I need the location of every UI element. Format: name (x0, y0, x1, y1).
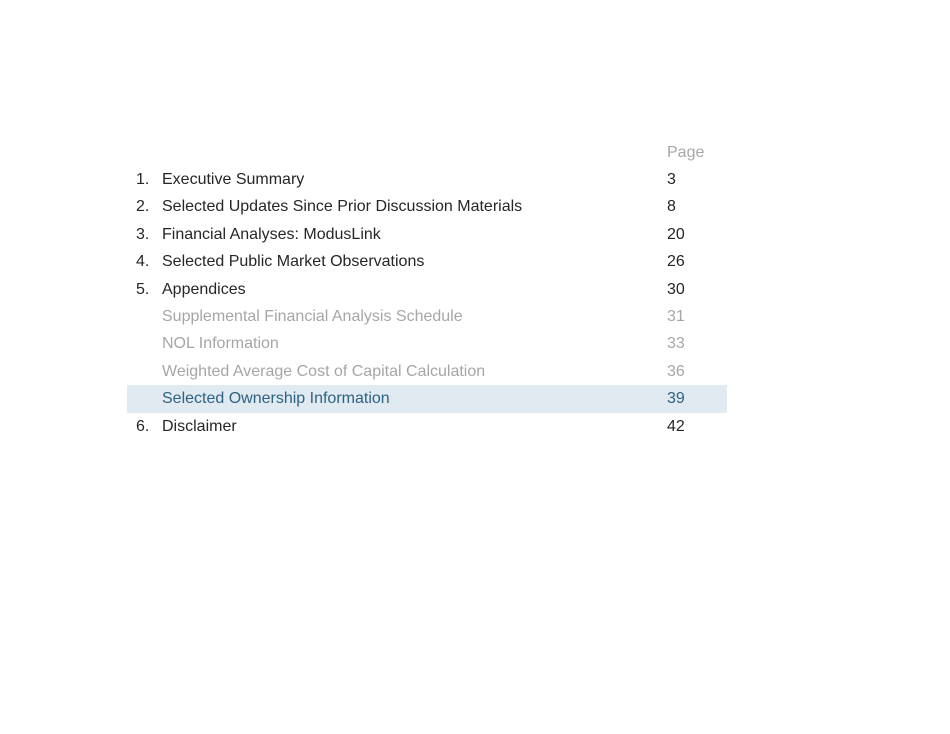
toc-item-executive-summary[interactable] (127, 166, 727, 193)
toc-item-page: 33 (667, 335, 685, 353)
toc-item-page: 26 (667, 253, 685, 271)
page-column-header (127, 139, 727, 166)
toc-item-label: Executive Summary (162, 171, 305, 188)
page-header-label: Page (667, 144, 705, 161)
toc-item-number: 3. (136, 225, 150, 243)
toc-item-label: Financial Analyses: ModusLink (162, 225, 381, 243)
toc-item-label: Disclaimer (162, 417, 237, 435)
toc-subitem-nol-information[interactable] (127, 330, 727, 357)
toc-item-page: 42 (667, 417, 685, 435)
toc-item-financial-analyses[interactable] (127, 221, 727, 248)
toc-item-page: 3 (667, 171, 676, 188)
toc-item-label: Supplemental Financial Analysis Schedule (162, 307, 463, 325)
toc-item-label: Selected Ownership Information (162, 390, 390, 408)
toc-item-public-market-observations[interactable] (127, 248, 727, 275)
toc-item-selected-updates[interactable] (127, 193, 727, 220)
toc-item-number: 6. (136, 417, 150, 435)
toc-item-page: 31 (667, 307, 685, 325)
toc-subitem-supplemental-schedule[interactable] (127, 303, 727, 330)
toc-item-label: NOL Information (162, 335, 279, 353)
toc-item-label: Selected Public Market Observations (162, 253, 425, 271)
table-of-contents (127, 139, 727, 440)
toc-item-page: 36 (667, 362, 685, 380)
toc-item-label: Appendices (162, 280, 246, 298)
toc-item-disclaimer[interactable] (127, 413, 727, 440)
toc-item-number: 1. (136, 171, 150, 188)
toc-item-page: 30 (667, 280, 685, 298)
toc-item-number: 5. (136, 280, 150, 298)
toc-item-page: 8 (667, 198, 676, 216)
toc-item-appendices[interactable] (127, 276, 727, 303)
toc-item-page: 39 (667, 390, 685, 408)
toc-subitem-ownership-information[interactable] (127, 385, 727, 412)
toc-item-label: Weighted Average Cost of Capital Calculation (162, 362, 486, 380)
toc-item-label: Selected Updates Since Prior Discussion Materials (162, 198, 523, 216)
toc-subitem-wacc-calculation[interactable] (127, 358, 727, 385)
toc-item-number: 2. (136, 198, 150, 216)
toc-item-page: 20 (667, 225, 685, 243)
toc-item-number: 4. (136, 253, 150, 271)
